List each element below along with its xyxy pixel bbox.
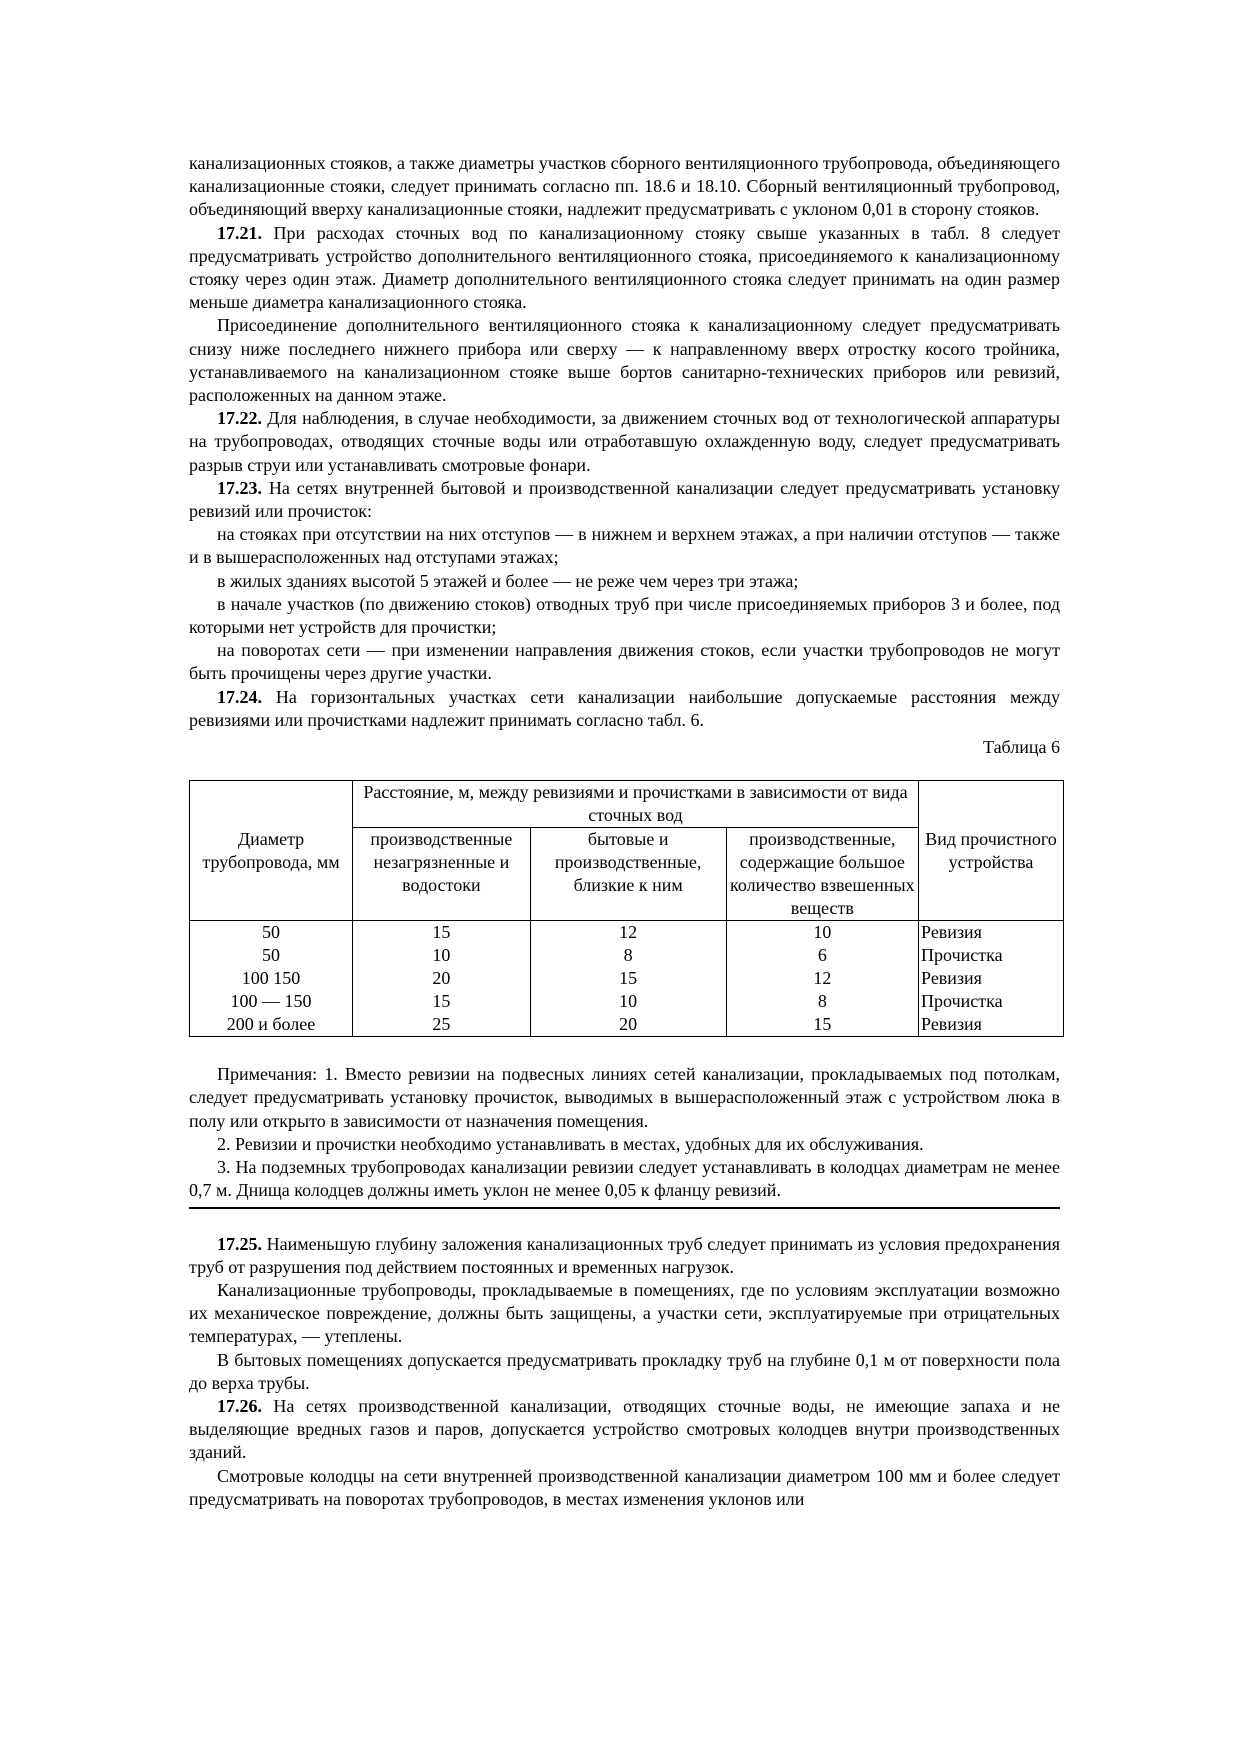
cell-suspended-solids: 12: [726, 967, 918, 990]
clause-number: 17.26.: [217, 1395, 262, 1416]
paragraph: [189, 1279, 1060, 1349]
paragraph-text: На сетях внутренней бытовой и производственной канализации следует предусматривать установку ревизий или прочисток:: [189, 477, 1060, 522]
text-section-top: [189, 152, 1060, 732]
paragraph: [189, 314, 1060, 407]
cell-device-type: Прочистка: [919, 944, 1064, 967]
paragraph: [189, 222, 1060, 315]
paragraph-text: Канализационные трубопроводы, прокладываемые в помещениях, где по условиям эксплуатации возможно их механическое повреждение, должны быть защищены, а участки сети, эксплуатируемые при отрицательных температурах, — утеплены.: [189, 1279, 1060, 1347]
note-item: Примечания: 1. Вместо ревизии на подвесных линиях сетей канализации, прокладываемых под потолкам, следует предусматривать установку прочисток, выводимых в вышерасположенный этаж с устройством люка в полу или открыто в зависимости от назначения помещения.: [189, 1064, 1060, 1131]
cell-device-type: Ревизия: [919, 921, 1064, 945]
clause-number: 17.22.: [217, 408, 262, 429]
clause-number: 17.25.: [217, 1233, 262, 1254]
table-notes: [189, 1063, 1060, 1202]
cell-suspended-solids: 6: [726, 944, 918, 967]
paragraph-text: Смотровые колодцы на сети внутренней производственной канализации диаметром 100 мм и более следует предусматривать на поворотах трубопроводов, в местах изменения уклонов или: [189, 1465, 1060, 1509]
cell-diameter: 50: [190, 921, 353, 945]
cell-diameter: 100 — 150: [190, 990, 353, 1013]
paragraph-text: На горизонтальных участках сети канализации наибольшие допускаемые расстояния между ревизиями или прочистками надлежит принимать согласно табл. 6.: [189, 686, 1060, 730]
cell-household: 10: [530, 990, 726, 1013]
cell-suspended-solids: 10: [726, 921, 918, 945]
cell-suspended-solids: 8: [726, 990, 918, 1013]
cell-suspended-solids: 15: [726, 1013, 918, 1037]
paragraph: [189, 639, 1060, 685]
paragraph-text: Наименьшую глубину заложения канализационных труб следует принимать из условия предохранения труб от разрушения под действием постоянных и временных нагрузок.: [189, 1233, 1060, 1277]
paragraph-text: В бытовых помещениях допускается предусматривать прокладку труб на глубине 0,1 м от поверхности пола до верха трубы.: [189, 1349, 1060, 1393]
paragraph-text: канализационных стояков, а также диаметры участков сборного вентиляционного трубопровода, объединяющего канализационные стояки, следует принимать согласно пп. 18.6 и 18.10. Сборный вентиляционный трубопровод, объединяющий вверху канализационные стояки, надлежит предусматривать с уклоном 0,01 в сторону стояков.: [189, 153, 1060, 220]
paragraph: [189, 477, 1060, 523]
cell-diameter: 100 150: [190, 967, 353, 990]
paragraph: [189, 593, 1060, 639]
paragraph-text: на стояках при отсутствии на них отступов — в нижнем и верхнем этажах, а при наличии отступов — также и в вышерасположенных над отступами этажах;: [189, 524, 1060, 568]
cell-diameter: 50: [190, 944, 353, 967]
paragraph-text: в начале участков (по движению стоков) отводных труб при числе присоединяемых приборов 3 и более, под которыми нет устройств для прочистки;: [189, 593, 1060, 638]
paragraph-text: На сетях производственной канализации, отводящих сточные воды, не имеющие запаха и не выделяющие вредных газов и паров, допускается устройство смотровых колодцев внутри производственных зданий.: [189, 1395, 1060, 1463]
table-row: [190, 921, 1064, 945]
paragraph-text: Присоединение дополнительного вентиляционного стояка к канализационному следует предусматривать снизу ниже последнего нижнего прибора или сверху — к направленному вверх отростку косого тройника, устанавливаемого на канализационном стояке выше бортов санитарно-технических приборов или ревизий, расположенных на данном этаже.: [189, 315, 1060, 406]
cell-clean-industrial: 20: [353, 967, 531, 990]
paragraph: [189, 152, 1060, 222]
header-clean-industrial: производственные незагрязненные и водостоки: [353, 828, 531, 921]
divider-rule: [189, 1207, 1060, 1209]
cell-device-type: Ревизия: [919, 967, 1064, 990]
cell-household: 20: [530, 1013, 726, 1037]
paragraph-text: Для наблюдения, в случае необходимости, за движением сточных вод от технологической аппаратуры на трубопроводах, отводящих сточные воды или отработавшую охлажденную воду, следует предусматривать разрыв струи или устанавливать смотровые фонари.: [189, 408, 1060, 475]
paragraph-text: в жилых зданиях высотой 5 этажей и более — не реже чем через три этажа;: [217, 570, 799, 591]
cell-device-type: Прочистка: [919, 990, 1064, 1013]
table-row: [190, 944, 1064, 967]
cell-clean-industrial: 15: [353, 921, 531, 945]
paragraph-text: на поворотах сети — при изменении направления движения стоков, если участки трубопроводов не могут быть прочищены через другие участки.: [189, 640, 1060, 684]
header-household: бытовые и производственные, близкие к ним: [530, 828, 726, 921]
cell-clean-industrial: 10: [353, 944, 531, 967]
paragraph-text: При расходах сточных вод по канализационному стояку свыше указанных в табл. 8 следует предусматривать устройство дополнительного вентиляционного стояка, присоединяемого к канализационному стояку через один этаж. Диаметр дополнительного вентиляционного стояка следует принимать на один размер меньше диаметра канализационного стояка.: [189, 222, 1060, 313]
clause-number: 17.21.: [217, 222, 262, 243]
distance-table: [189, 780, 1064, 1037]
cell-household: 12: [530, 921, 726, 945]
clause-number: 17.23.: [217, 477, 262, 498]
table-row: [190, 990, 1064, 1013]
cell-household: 15: [530, 967, 726, 990]
paragraph: [189, 1465, 1060, 1511]
note-item: 3. На подземных трубопроводах канализации ревизии следует устанавливать в колодцах диаметрам не менее 0,7 м. Днища колодцев должны иметь уклон не менее 0,05 к фланцу ревизий.: [189, 1157, 1060, 1201]
paragraph: [189, 407, 1060, 477]
table-caption: Таблица 6: [983, 737, 1060, 758]
cell-clean-industrial: 25: [353, 1013, 531, 1037]
note-item: 2. Ревизии и прочистки необходимо устанавливать в местах, удобных для их обслуживания.: [217, 1133, 924, 1154]
paragraph: [189, 570, 1060, 593]
paragraph: [189, 523, 1060, 569]
cell-device-type: Ревизия: [919, 1013, 1064, 1037]
document-page: [189, 152, 1060, 1511]
header-distance-group: Расстояние, м, между ревизиями и прочистками в зависимости от вида сточных вод: [353, 781, 919, 828]
paragraph: [189, 1233, 1060, 1279]
table-row: [190, 1013, 1064, 1037]
clause-number: 17.24.: [217, 686, 262, 707]
paragraph: [189, 686, 1060, 732]
table-row: [190, 967, 1064, 990]
paragraph: [189, 1395, 1060, 1465]
cell-diameter: 200 и более: [190, 1013, 353, 1037]
cell-clean-industrial: 15: [353, 990, 531, 1013]
text-section-bottom: [189, 1233, 1060, 1511]
cell-household: 8: [530, 944, 726, 967]
header-diameter: Диаметр трубопровода, мм: [190, 781, 353, 921]
paragraph: [189, 1349, 1060, 1395]
header-suspended-solids: производственные, содержащие большое количество взвешенных веществ: [726, 828, 918, 921]
header-device-type: Вид прочистного устройства: [919, 781, 1064, 921]
